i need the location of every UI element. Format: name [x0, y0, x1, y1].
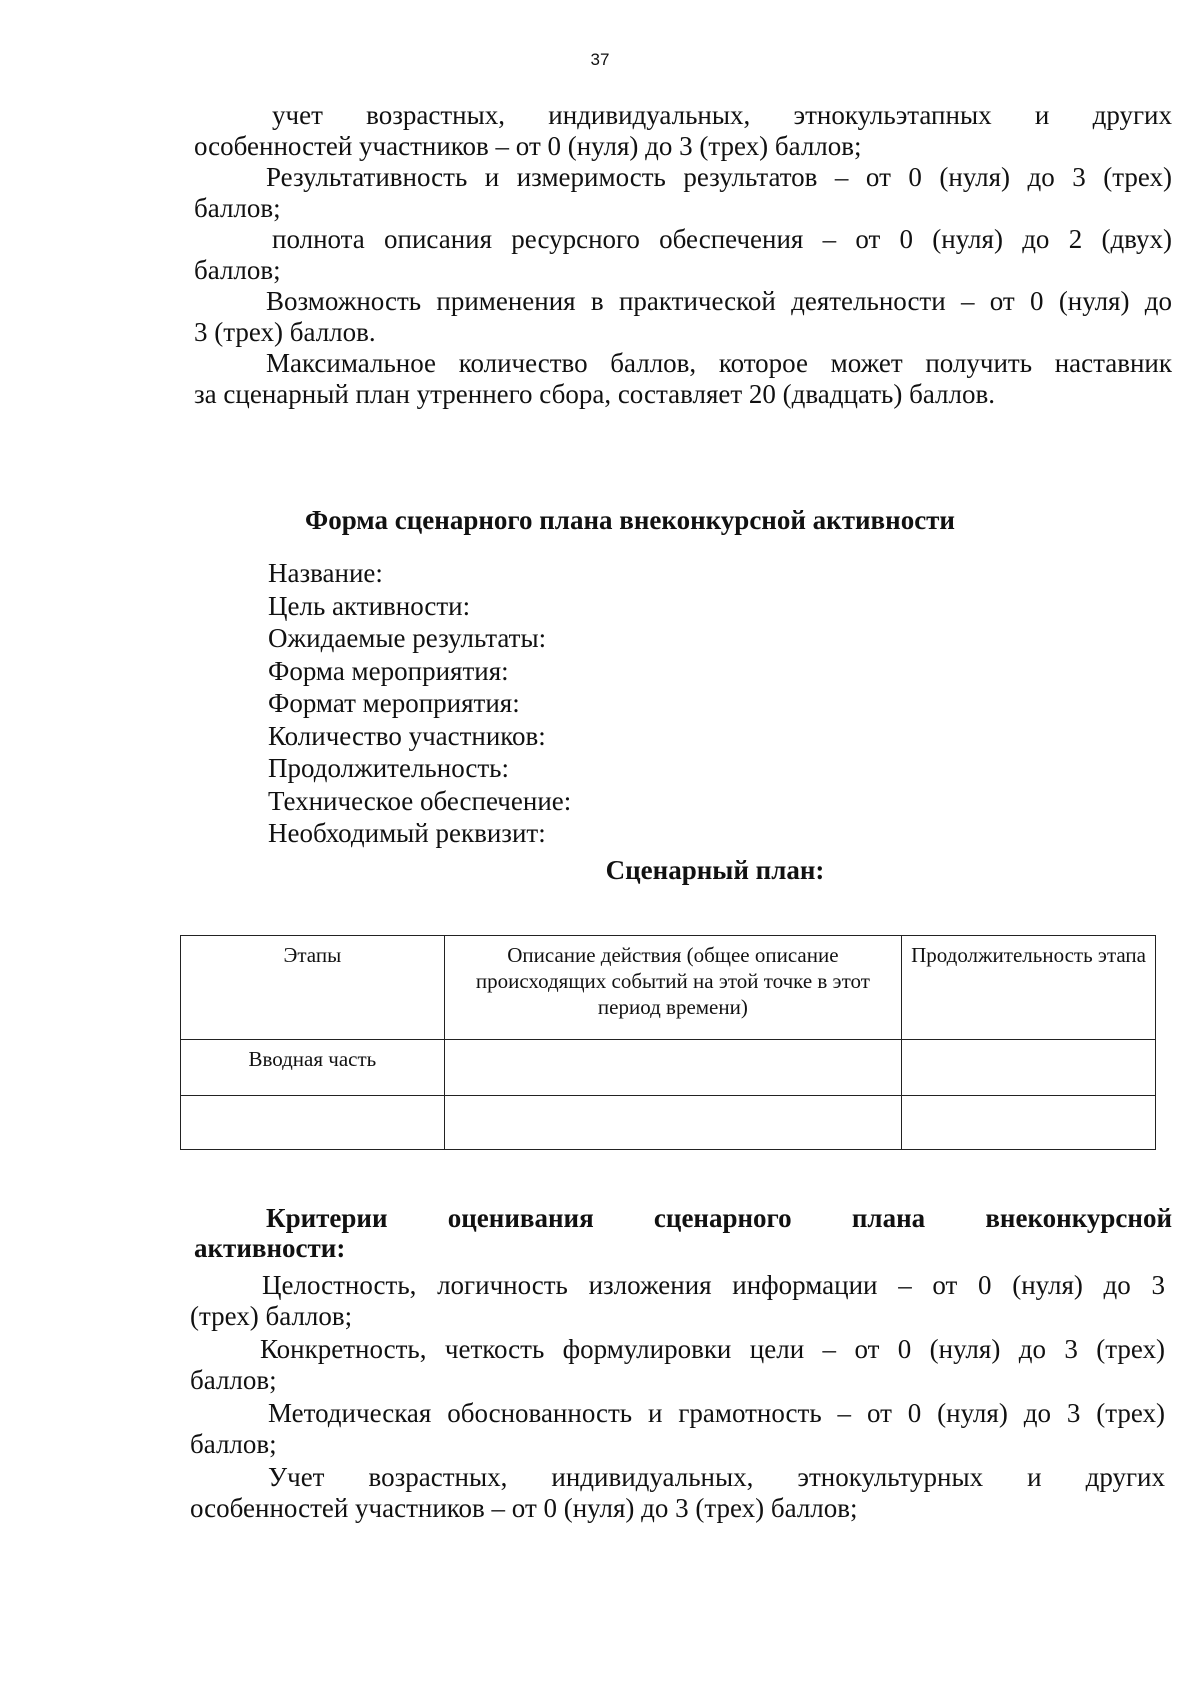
criterion-line: учет возрастных, индивидуальных, этнокульэтапных и других [272, 100, 1172, 130]
criterion-item [194, 162, 1172, 224]
plan-heading: Сценарный план: [605, 855, 825, 885]
criteria-heading-line: активности: [194, 1233, 346, 1263]
table-header-cell: Продолжительность этапа [902, 936, 1156, 1040]
table-cell [181, 1096, 445, 1150]
criterion-item [190, 1334, 1165, 1396]
criterion-line: Учет возрастных, индивидуальных, этнокультурных и других [268, 1462, 1165, 1492]
criterion-item [194, 348, 1172, 410]
form-field-label: Необходимый реквизит: [268, 818, 546, 848]
criterion-item [194, 224, 1172, 286]
criterion-item [190, 1398, 1165, 1460]
table-header-cell: Описание действия (общее описание происходящих событий на этой точке в этот период времени) [444, 936, 901, 1040]
criterion-item [190, 1270, 1165, 1332]
criteria-heading-word: оценивания [447, 1203, 594, 1233]
criteria-heading-word: плана [851, 1203, 926, 1233]
form-field-label: Ожидаемые результаты: [268, 623, 547, 653]
form-heading: Форма сценарного плана внеконкурсной активности [305, 505, 955, 535]
criteria-heading-word: Критерии [266, 1203, 388, 1233]
criterion-line: Методическая обоснованность и грамотность – от 0 (нуля) до 3 (трех) [268, 1398, 1165, 1428]
table-cell [444, 1096, 901, 1150]
table-cell [902, 1040, 1156, 1096]
criterion-line: полнота описания ресурсного обеспечения – от 0 (нуля) до 2 (двух) [272, 224, 1172, 254]
criteria-heading-word: внеконкурсной [985, 1203, 1172, 1233]
criterion-line: особенностей участников – от 0 (нуля) до 3 (трех) баллов; [190, 1493, 858, 1523]
criterion-line: баллов; [194, 255, 281, 285]
criterion-line: (трех) баллов; [190, 1301, 353, 1331]
criterion-line: за сценарный план утреннего сбора, составляет 20 (двадцать) баллов. [194, 379, 995, 409]
table-header-row [181, 936, 1156, 1040]
form-fields-list [268, 557, 571, 850]
table-cell [902, 1096, 1156, 1150]
table-cell [444, 1040, 901, 1096]
form-field-label: Название: [268, 558, 383, 588]
criterion-item [194, 100, 1172, 162]
criteria-heading [194, 1203, 1172, 1263]
criterion-item [190, 1462, 1165, 1524]
form-field-label: Количество участников: [268, 720, 546, 751]
criterion-item [194, 286, 1172, 348]
criterion-line: Конкретность, четкость формулировки цели – от 0 (нуля) до 3 (трех) [260, 1334, 1165, 1364]
top-criteria-list [194, 100, 1172, 410]
bottom-criteria-list [190, 1270, 1165, 1524]
page-number: 37 [590, 50, 610, 69]
table-row [181, 1096, 1156, 1150]
table-header-cell: Этапы [181, 936, 445, 1040]
criterion-line: Целостность, логичность изложения информации – от 0 (нуля) до 3 [262, 1270, 1165, 1300]
criterion-line: баллов; [190, 1429, 277, 1459]
form-field-label: Продолжительность: [268, 753, 509, 783]
form-field-label: Формат мероприятия: [268, 688, 520, 718]
criterion-line: особенностей участников – от 0 (нуля) до 3 (трех) баллов; [194, 131, 862, 161]
table-row [181, 1040, 1156, 1096]
criterion-line: баллов; [194, 193, 281, 223]
criteria-heading-line [194, 1203, 1172, 1233]
form-field-label: Цель активности: [268, 590, 471, 621]
form-field-label: Техническое обеспечение: [268, 785, 572, 816]
table-cell: Вводная часть [181, 1040, 445, 1096]
criterion-line: Максимальное количество баллов, которое может получить наставник [266, 348, 1172, 378]
scenario-plan-table [180, 935, 1156, 1150]
criterion-line: Возможность применения в практической деятельности – от 0 (нуля) до [266, 286, 1172, 316]
criteria-heading-word: сценарного [653, 1203, 792, 1233]
criterion-line: 3 (трех) баллов. [194, 317, 376, 347]
form-field-label: Форма мероприятия: [268, 655, 509, 686]
criterion-line: Результативность и измеримость результатов – от 0 (нуля) до 3 (трех) [266, 162, 1172, 192]
criterion-line: баллов; [190, 1365, 277, 1395]
